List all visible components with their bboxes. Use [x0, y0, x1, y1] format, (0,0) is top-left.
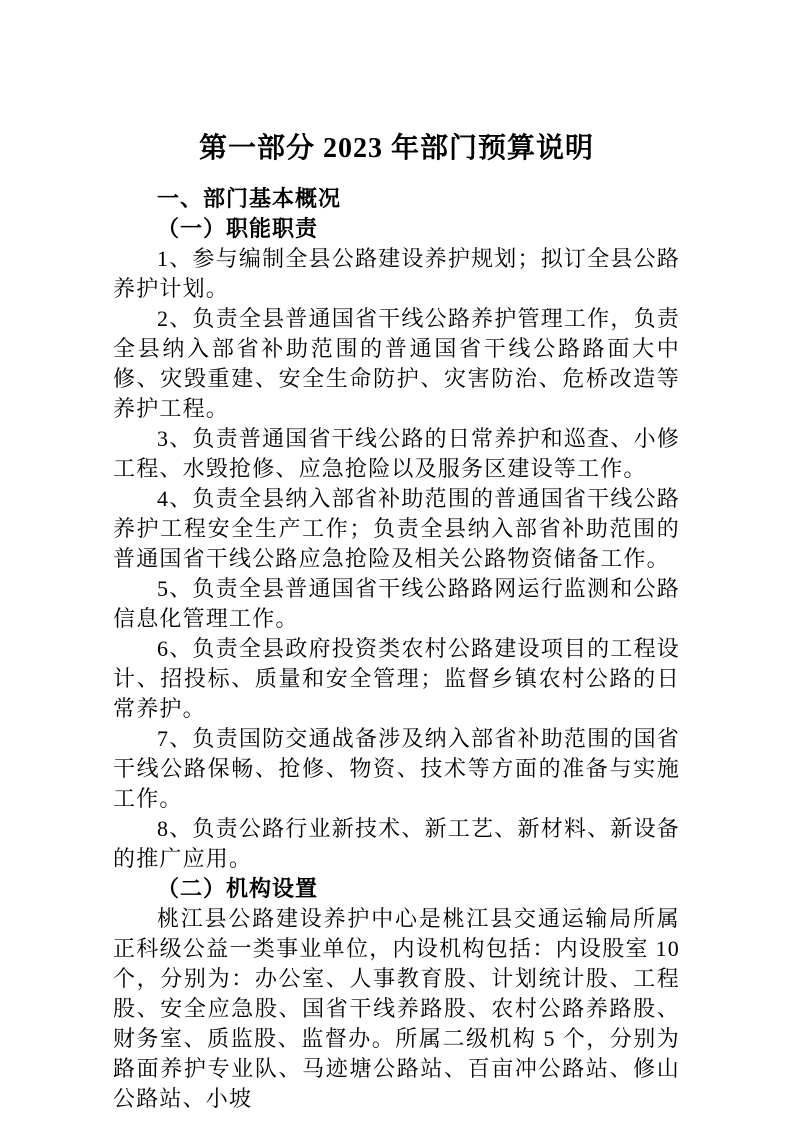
duty-paragraph-5: 5、负责全县普通国省干线公路路网运行监测和公路信息化管理工作。 — [113, 576, 680, 631]
duty-paragraph-7: 7、负责国防交通战备涉及纳入部省补助范围的国省干线公路保畅、抢修、物资、技术等方面的准备与实施工作。 — [113, 726, 680, 811]
document-title: 第一部分 2023 年部门预算说明 — [198, 133, 594, 164]
section-heading-basic-overview: 一、部门基本概况 — [157, 186, 342, 211]
organization-paragraph: 桃江县公路建设养护中心是桃江县交通运输局所属正科级公益一类事业单位，内设机构包括：内设股室 10 个，分别为：办公室、人事教育股、计划统计股、工程股、安全应急股、国省干线养路股、农村公路养路股、财务室、质监股、监督办。所属二级机构 5 个，分别为路面养护专业队、马迹塘公路站、百亩冲公路站、修山公路站、小坡 — [113, 906, 680, 1111]
subsection-heading-organization: （二）机构设置 — [157, 876, 319, 901]
duty-paragraph-2: 2、负责全县普通国省干线公路养护管理工作，负责全县纳入部省补助范围的普通国省干线公路路面大中修、灾毁重建、安全生命防护、灾害防治、危桥改造等养护工程。 — [113, 306, 680, 421]
duty-paragraph-1: 1、参与编制全县公路建设养护规划；拟订全县公路养护计划。 — [113, 246, 680, 301]
duty-paragraph-8: 8、负责公路行业新技术、新工艺、新材料、新设备的推广应用。 — [113, 816, 680, 871]
subsection-heading-duties: （一）职能职责 — [157, 216, 319, 241]
duty-paragraph-4: 4、负责全县纳入部省补助范围的普通国省干线公路养护工程安全生产工作；负责全县纳入部省补助范围的普通国省干线公路应急抢险及相关公路物资储备工作。 — [113, 486, 680, 571]
duty-paragraph-3: 3、负责普通国省干线公路的日常养护和巡查、小修工程、水毁抢修、应急抢险以及服务区建设等工作。 — [113, 426, 680, 481]
duty-paragraph-6: 6、负责全县政府投资类农村公路建设项目的工程设计、招投标、质量和安全管理；监督乡镇农村公路的日常养护。 — [113, 636, 680, 721]
